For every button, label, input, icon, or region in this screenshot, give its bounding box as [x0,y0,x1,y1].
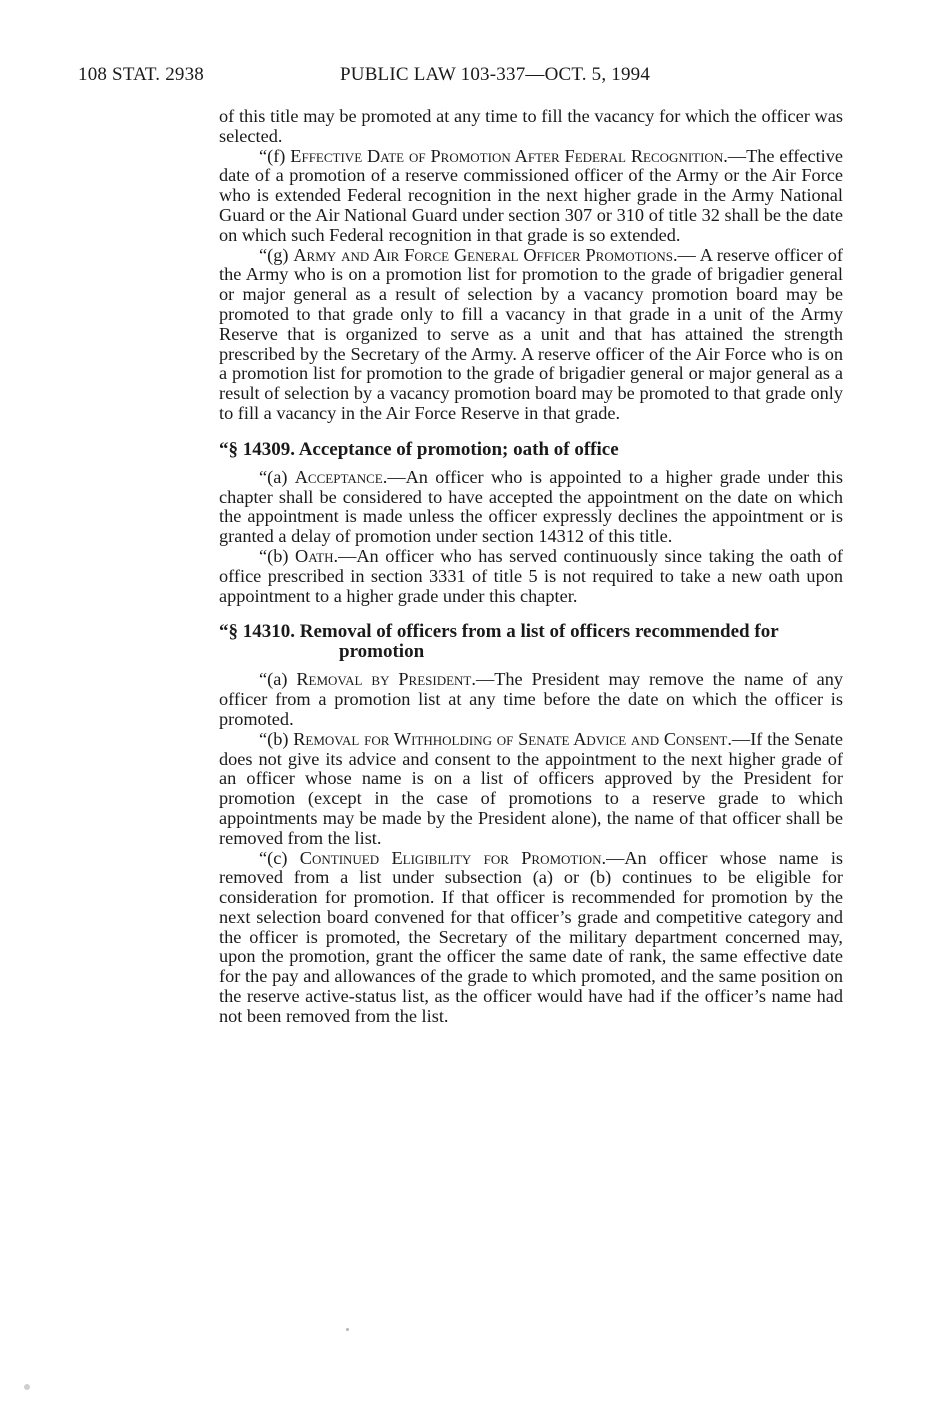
section-14310-c-label: “(c) [259,847,300,868]
section-14310-c-body: —An officer whose name is removed from a list under subsection (a) or (b) continues to be eligible for consideration for promotion. If that officer is recommended for promotion by the next selection board convened for that officer’s grade and competitive category and the officer is promoted, the Secretary of the military department concerned may, upon the promotion, grant the officer the same date of rank, the same effective date for the pay and allowances of the grade to which promoted, and the same position on the reserve active-status list, as the officer would have had if the officer’s name had not been removed from the list. [219,847,844,1026]
section-14309-a [219,468,843,547]
subsection-g [219,246,843,424]
section-14310-heading: “§ 14310. Removal of officers from a list of officers recommended for promotion [219,621,779,663]
subsection-f [219,147,843,246]
body-text [219,107,843,1027]
subsection-f-body: —The effective date of a promotion of a reserve commissioned officer of the Army or the Air Force who is extended Federal recognition in the next higher grade in the Army National Guard or the Air National Guard under section 307 or 310 of title 32 shall be the date on which such Federal recognition in that grade is so extended. [219,145,844,245]
section-14310-b [219,730,843,849]
section-14310-b-heading: Removal for Withholding of Senate Advice and Consent. [293,728,732,749]
running-head [78,64,858,88]
section-14310-a-body: —The President may remove the name of any officer from a promotion list at any time before the date on which the officer is promoted. [219,669,844,729]
section-14309-a-label: “(a) [259,466,295,487]
section-14309-a-body: —An officer who is appointed to a higher grade under this chapter shall be considered to have accepted the appointment on the date on which the appointment is made unless the officer expressly declines the appointment or is granted a delay of promotion under section 14312 of this title. [219,466,843,547]
section-14310-a-label: “(a) [259,669,297,690]
subsection-f-heading: Effective Date of Promotion After Federal Recognition. [290,145,728,166]
scan-speck [346,1328,349,1331]
page-citation: 108 STAT. 2938 [78,64,205,85]
subsection-g-label: “(g) [259,244,294,265]
section-14309-b-label: “(b) [259,545,295,566]
section-14309-b-heading: Oath. [295,545,339,566]
section-14309-b [219,547,843,606]
scan-speck [24,1384,30,1390]
section-14309-a-heading: Acceptance. [294,466,388,487]
subsection-g-body: — A reserve officer of the Army who is on a promotion list for promotion to the grade of brigadier general or major general as a result of selection by a vacancy promotion board may be promoted to that grade only to fill a vacancy in that grade in a unit of the Army Reserve that is organized to serve as a unit and that has attained the strength prescribed by the Secretary of the Army. A reserve officer of the Air Force who is on a promotion list for promotion to the grade of brigadier general or major general as a result of selection by a vacancy promotion board may be promoted to that grade only to fill a vacancy in the Air Force Reserve in that grade. [219,244,843,423]
section-14310-c-heading: Continued Eligibility for Promotion. [299,847,607,868]
section-14310-c [219,849,843,1027]
section-14310-a-heading: Removal by President. [296,669,476,690]
section-14309-b-body: —An officer who has served continuously since taking the oath of office prescribed in section 3331 of title 5 is not required to take a new oath upon appointment to a higher grade under this chapter. [219,545,843,606]
section-14309-heading: “§ 14309. Acceptance of promotion; oath of office [219,438,619,460]
section-14310-b-label: “(b) [259,728,294,749]
law-citation: PUBLIC LAW 103-337—OCT. 5, 1994 [340,64,651,85]
subsection-f-label: “(f) [259,145,291,166]
subsection-g-heading: Army and Air Force General Officer Promotions. [293,244,678,265]
paragraph-continuation: of this title may be promoted at any time to fill the vacancy for which the officer was selected. [219,106,843,146]
section-14310-b-body: —If the Senate does not give its advice and consent to the appointment to the next higher grade of an officer whose name is on a list of officers approved by the President for promotion (except in the case of promotions to a reserve grade to which appointments may be made by the President alone), the name of that officer shall be removed from the list. [219,728,843,848]
section-14310-a [219,670,843,729]
